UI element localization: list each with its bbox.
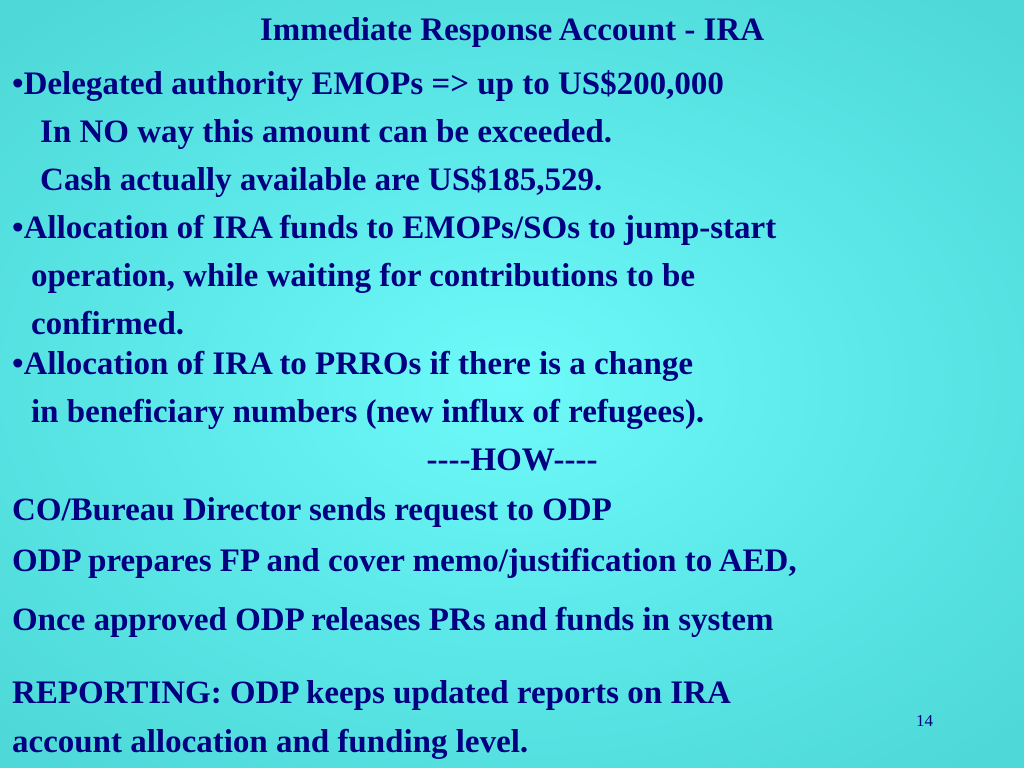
bullet-marker: • [12, 346, 24, 382]
page-number: 14 [916, 711, 933, 730]
bullet-marker: • [12, 66, 24, 102]
bullet-1-continuation: In NO way this amount can be exceeded. [40, 114, 613, 150]
bullet-2-continuation: operation, while waiting for contributions to be [31, 258, 695, 294]
reporting-line: account allocation and funding level. [12, 724, 529, 760]
bullet-2-text: Allocation of IRA funds to EMOPs/SOs to jump-start [23, 210, 777, 246]
bullet-1-first-line [12, 68, 724, 101]
step-line: CO/Bureau Director sends request to ODP [12, 492, 612, 528]
bullet-1-text: Delegated authority EMOPs => up to US$200,000 [23, 66, 724, 102]
bullet-marker: • [12, 210, 24, 246]
bullet-3-continuation: in beneficiary numbers (new influx of refugees). [31, 394, 705, 430]
step-line: ODP prepares FP and cover memo/justification to AED, [12, 543, 797, 579]
step-line: Once approved ODP releases PRs and funds in system [12, 602, 774, 638]
bullet-3-text: Allocation of IRA to PRROs if there is a change [23, 346, 693, 382]
how-heading: ----HOW---- [426, 442, 598, 478]
reporting-line: REPORTING: ODP keeps updated reports on IRA [12, 675, 731, 711]
bullet-2-first-line [12, 212, 776, 245]
bullet-1-continuation: Cash actually available are US$185,529. [40, 162, 603, 198]
slide-title: Immediate Response Account - IRA [259, 12, 765, 48]
bullet-3-first-line [12, 348, 693, 381]
bullet-2-continuation: confirmed. [31, 306, 185, 342]
